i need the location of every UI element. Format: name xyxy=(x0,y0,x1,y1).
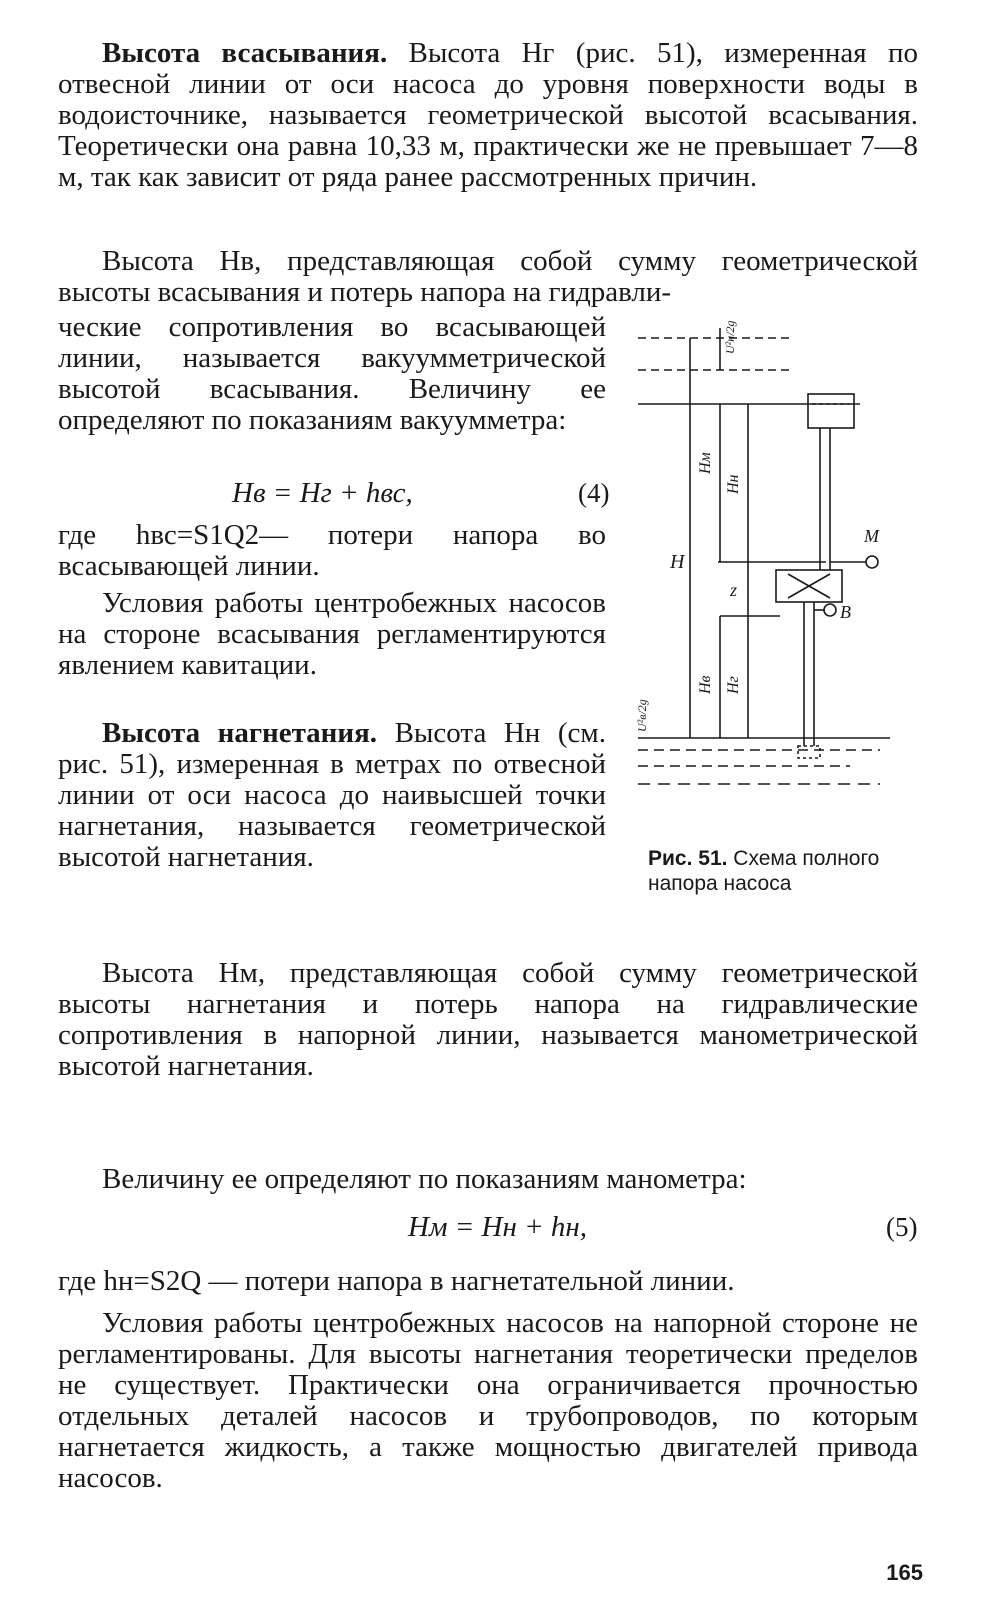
figure-caption-text: Схема полного напора насоса xyxy=(648,847,880,895)
paragraph-cavitation: Условия работы центробежных насосов на стороне всасывания регламентируются явлением кавитации. xyxy=(58,587,606,681)
page-number: 165 xyxy=(886,1560,923,1585)
upper-tank xyxy=(808,394,854,428)
heading-suction-height: Высота всасывания. xyxy=(102,37,388,69)
equation-number-4: (4) xyxy=(578,478,610,508)
formula-4: Hв = Hг + hвс, xyxy=(232,477,413,509)
manometer-gauge xyxy=(866,556,878,568)
figure-pump-head-diagram xyxy=(630,318,900,818)
label-Hn: Hн xyxy=(725,474,742,494)
paragraph-manometer-reading: Величину ее определяют по показаниям манометра: xyxy=(102,1163,747,1195)
label-velocity-bottom: U²в/2g xyxy=(635,699,649,732)
figure-caption-label: Рис. 51. xyxy=(648,847,728,870)
paragraph-text: Высота Hг (рис. 51), измеренная по отвесной линии от оси насоса до уровня поверхности воды в водоисточнике, называется геометрической высотой всасывания. Теоретически она равна 10,33 м, практически же не превышает 7—8 м, так как зависит от ряда ранее рассмотренных причин. xyxy=(58,37,918,193)
label-velocity-top: U²н/2g xyxy=(723,320,737,354)
paragraph-discharge-conditions: Условия работы центробежных насосов на напорной стороне не регламентированы. Для высоты нагнетания теоретически пределов не существует. Практически она ограничивается прочностью отдельных деталей насосов и трубопроводов, по которым нагнетается жидкость, а также мощностью двигателей привода насосов. xyxy=(58,1307,918,1494)
heading-discharge-height: Высота нагнетания. xyxy=(102,717,378,749)
paragraph-text: Высота Hн (см. рис. 51), измеренная в метрах по отвесной линии от оси насоса до наивысшей точки нагнетания, называется геометрической высотой нагнетания. xyxy=(58,717,606,873)
vacuum-gauge xyxy=(824,604,836,616)
label-M: M xyxy=(864,526,879,546)
label-Hv: Hв xyxy=(697,675,714,694)
paragraph-discharge-height xyxy=(58,718,606,873)
label-z: z xyxy=(730,580,738,600)
suction-strainer xyxy=(798,746,820,758)
figure-caption xyxy=(648,846,938,896)
paragraph-vacuum-height-left: ческие сопротивления во всасывающей линии, называется вакуумметрической высотой всасывания. Величину ее определяют по показаниям вакуумметра: xyxy=(58,311,606,436)
label-B: B xyxy=(840,602,851,622)
paragraph-manometric-height: Высота Hм, представляющая собой сумму геометрической высоты нагнетания и потерь напора на гидравлические сопротивления в напорной линии, называется манометрической высотой нагнетания. xyxy=(58,957,918,1082)
label-Hg: Hг xyxy=(725,676,742,694)
label-H: H xyxy=(670,551,685,573)
equation-number-5: (5) xyxy=(886,1212,918,1242)
paragraph-losses-discharge: где hн=S2Q — потери напора в нагнетательной линии. xyxy=(58,1265,735,1297)
paragraph-losses-suction: где hвс=S1Q2— потери напора во всасывающей линии. xyxy=(58,519,606,582)
paragraph-suction-height xyxy=(58,38,918,193)
formula-5: Hм = Hн + hн, xyxy=(408,1211,588,1243)
label-Hm: Hм xyxy=(697,452,714,474)
paragraph-vacuum-height-top: Высота Hв, представляющая собой сумму геометрической высоты всасывания и потерь напора на гидравли- xyxy=(58,245,918,308)
